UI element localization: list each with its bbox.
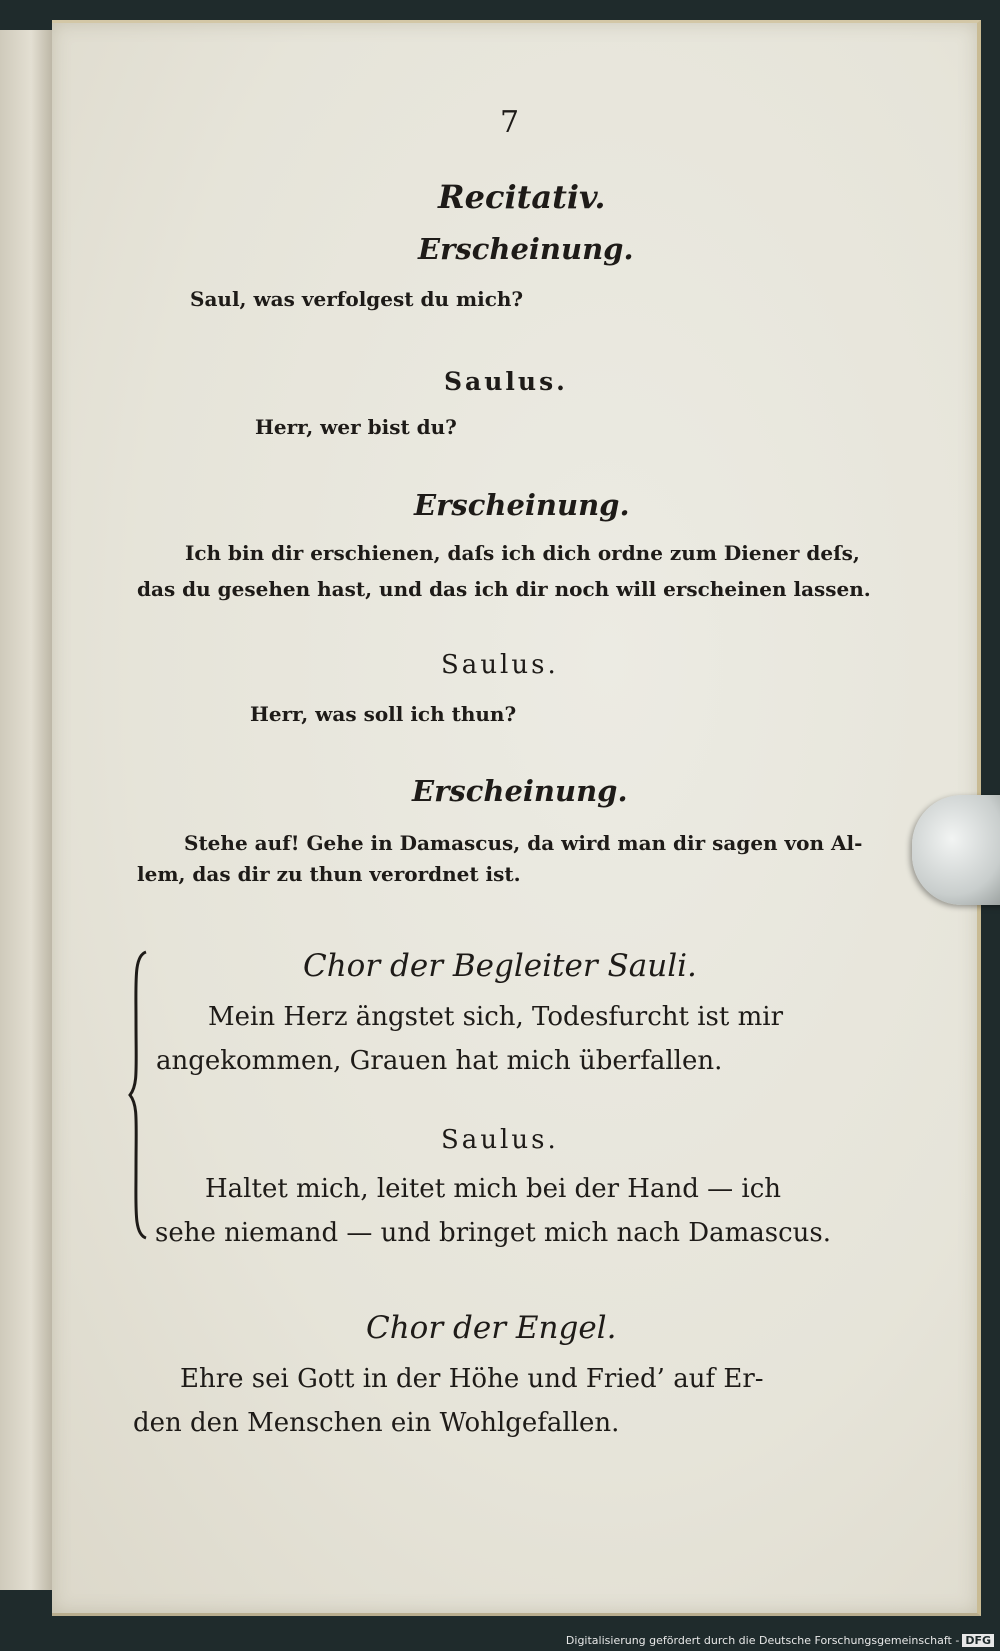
- heading-saulus-1: Saulus.: [444, 367, 568, 396]
- heading-saulus-2: Saulus.: [441, 650, 559, 680]
- text-line-2: Herr, wer bist du?: [255, 415, 457, 439]
- page-number: 7: [500, 105, 520, 140]
- text-line-5b: lem, das dir zu thun verordnet ist.: [137, 862, 521, 886]
- text-line-8b: den den Menschen ein Wohlgefallen.: [133, 1408, 620, 1438]
- text-line-8a: Ehre sei Gott in der Höhe und Fried’ auf Er-: [180, 1364, 764, 1394]
- text-line-3a: Ich bin dir erschienen, daſs ich dich ordne zum Diener deſs,: [185, 541, 860, 565]
- text-line-7a: Haltet mich, leitet mich bei der Hand — ich: [205, 1174, 781, 1204]
- book-spine-edge: [0, 30, 54, 1590]
- heading-erscheinung-1: Erscheinung.: [418, 232, 634, 266]
- text-line-3b: das du gesehen hast, und das ich dir noch will erscheinen lassen.: [137, 577, 871, 601]
- text-line-7b: sehe niemand — und bringet mich nach Damascus.: [155, 1218, 832, 1248]
- heading-erscheinung-3: Erscheinung.: [412, 774, 628, 808]
- text-line-6b: angekommen, Grauen hat mich überfallen.: [156, 1046, 723, 1076]
- dfg-logo: DFG: [962, 1634, 994, 1647]
- text-line-4: Herr, was soll ich thun?: [250, 702, 517, 726]
- text-line-1: Saul, was verfolgest du mich?: [190, 287, 524, 311]
- heading-recitativ: Recitativ.: [438, 178, 606, 216]
- text-line-5a: Stehe auf! Gehe in Damascus, da wird man dir sagen von Al-: [184, 831, 863, 855]
- page-clip: [912, 795, 1000, 905]
- digitization-credit-text: Digitalisierung gefördert durch die Deutsche Forschungsgemeinschaft -: [565, 1634, 960, 1647]
- digitization-credit: [566, 1634, 994, 1647]
- heading-erscheinung-2: Erscheinung.: [414, 488, 630, 522]
- heading-chor-engel: Chor der Engel.: [366, 1310, 617, 1346]
- heading-saulus-3: Saulus.: [441, 1125, 559, 1155]
- heading-chor-begleiter: Chor der Begleiter Sauli.: [303, 948, 697, 984]
- curly-brace: [128, 950, 150, 1240]
- text-line-6a: Mein Herz ängstet sich, Todesfurcht ist mir: [208, 1002, 783, 1032]
